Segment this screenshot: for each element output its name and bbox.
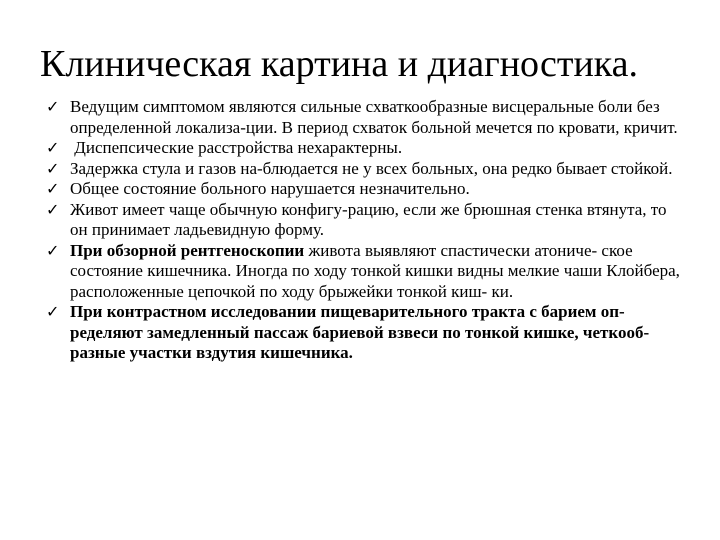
- slide-title: Клиническая картина и диагностика.: [40, 43, 639, 85]
- check-mark-icon: ✓: [46, 240, 60, 260]
- bullet-text: Общее состояние больного нарушается незначительно.: [70, 179, 470, 198]
- check-mark-icon: ✓: [46, 97, 60, 116]
- bullet-item: [46, 179, 686, 200]
- bullet-bold-text: При контрастном исследовании пищеварительного тракта с барием оп- ределяют замедленный пассаж бариевой взвеси по тонкой кишке, четкооб- разные участки вздутия кишечника.: [70, 302, 650, 362]
- bullet-item: [46, 97, 686, 138]
- bullet-text: Живот имеет чаще обычную конфигу-рацию, если же брюшная стенка втянута, то он принимает ладьевидную форму.: [70, 199, 667, 239]
- check-mark-icon: ✓: [46, 302, 60, 321]
- check-mark-icon: ✓: [46, 138, 60, 157]
- check-mark-icon: ✓: [46, 158, 60, 178]
- bullet-item: [46, 138, 686, 159]
- check-mark-icon: ✓: [46, 179, 60, 198]
- bullet-list: [46, 97, 686, 364]
- check-mark-icon: ✓: [46, 199, 60, 219]
- bullet-text: Ведущим симптомом являются сильные схваткообразные висцеральные боли без определенной локализа-ции. В период схваток больной мечется по кровати, кричит.: [70, 97, 678, 137]
- bullet-text: Задержка стула и газов на-блюдается не у всех больных, она редко бывает стойкой.: [70, 158, 673, 178]
- bullet-text: Диспепсические расстройства нехарактерны.: [70, 138, 403, 157]
- bullet-item: [46, 200, 686, 241]
- bullet-item: [46, 159, 686, 180]
- bullet-text: живота выявляют спастически атониче- ское состояние кишечника. Иногда по ходу тонкой кишки видны мелкие чаши Клойбера, расположенные цепочкой по ходу брыжейки тонкой киш- ки.: [70, 240, 680, 301]
- bullet-item: [46, 241, 686, 303]
- bullet-item: [46, 302, 686, 364]
- bullet-bold-text: При обзорной рентгеноскопии: [70, 240, 305, 260]
